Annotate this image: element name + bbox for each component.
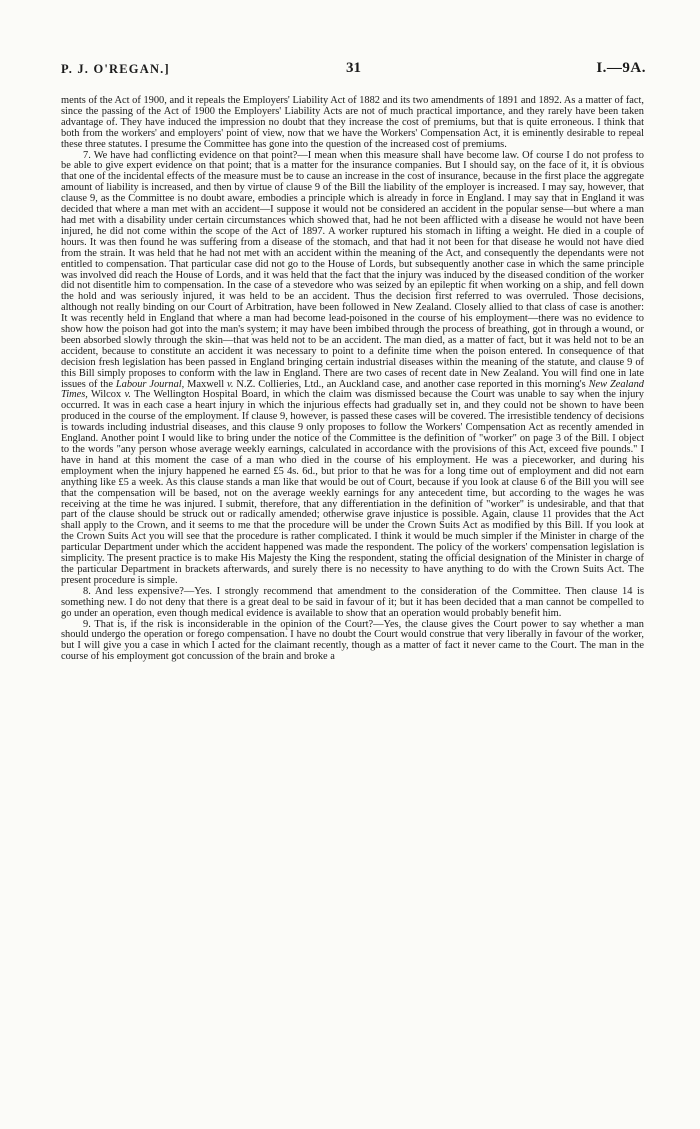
- page-header: [61, 60, 646, 84]
- publication-title: New Zealand Times,: [61, 378, 644, 401]
- text-run: ments of the Act of 1900, and it repeals the Employers' Liability Act of 1882 and its two amendments of 1891 and 1892. As a matter of fact, since the passing of the Act of 1900 the Employers' Liability Acts are not of much practical importance, and they rarely have been taken advantage of. They have induced the impression no doubt that they increase the cost of premiums, but that is quite erroneous. I think that both from the workers' and employers' point of view, now that we have the Workers' Compensation Act, it is eminently desirable to repeal these three statutes. I presume the Committee has gone into the question of the increased cost of premiums.: [61, 95, 644, 150]
- paragraph-continuation: [61, 96, 644, 151]
- text-run: 8. And less expensive?—Yes. I strongly recommend that amendment to the consideration of the Committee. Then clause 14 is something new. I do not deny that there is a great deal to be said in favour of it; but it has been decided that a man cannot be compelled to go under an operation, even though medical evidence is available to show that an operation would probably benefit him.: [61, 585, 644, 619]
- paragraph-question-9: [61, 620, 644, 664]
- text-run: 9. That is, if the risk is inconsiderable in the opinion of the Court?—Yes, the clause gives the Court power to say whether a man should undergo the operation or forego compensation. I have no doubt the Court would construe that very liberally in favour of the worker, but I will give you a case in which I acted for the claimant recently, though as a matter of fact it never came to the Court. The man in the course of his employment got concussion of the brain and broke a: [61, 618, 644, 663]
- text-run: N.Z. Collieries, Ltd., an Auckland case, and another case reported in this morning's: [233, 378, 589, 390]
- publication-title: Labour Journal,: [115, 378, 185, 390]
- document-reference: I.—9A.: [596, 60, 646, 76]
- text-run: The Wellington Hospital Board, in which the claim was dismissed because the Court was unable to say when the injury occurred. It was in each case a heart injury in which the injurious effects had gradually set in, and they could not be shown to have been produced in the course of the employment. If clause 9, however, is passed these cases will be covered. The irresistible tendency of decisions is towards including industrial diseases, and this clause 9 only proposes to follow the Workers' Compensation Act as recently amended in England. Another point I would like to bring under the notice of the Committee is the definition of "worker" on page 3 of the Bill. I object to the words "any person whose average weekly earnings, calculated in accordance with the provisions of this Act, exceed five pounds." I have in hand at this moment the case of a man who died in the course of his employment. He was a pieceworker, and during his employment when the injury happened he earned £5 4s. 6d., but prior to that he was for a long time out of employment and did not earn anything like £5 a week. As this clause stands a man like that would be out of Court, because if you look at clause 6 of the Bill you will see that the compensation will be based, not on the average weekly earnings for any antecedent time, but according to the wages he was receiving at the time he was injured. I submit, therefore, that any differentiation in the definition of "worker" is undesirable, and that that part of the clause should be struck out or radically amended; otherwise grave injustice is possible. Again, clause 11 provides that the Act shall apply to the Crown, and it seems to me that the procedure will be under the Crown Suits Act as modified by this Bill. If you look at the Crown Suits Act you will see that the procedure is rather complicated. I think it would be much simpler if the Minister in charge of the particular Department under which the accident happened was made the respondent. The policy of the workers' compensation legislation is simplicity. The present practice is to make His Majesty the King the respondent, stating the official designation of the Minister in charge of the particular Department in brackets afterwards, and surely there is no necessity to have anything to do with the Crown Suits Act. The present procedure is simple.: [61, 389, 644, 586]
- versus-abbreviation: v.: [124, 389, 131, 401]
- body-text: [61, 96, 644, 663]
- author-running-head: P. J. O'REGAN.]: [61, 62, 170, 76]
- paragraph-question-7: [61, 151, 644, 587]
- text-run: 7. We have had conflicting evidence on that point?—I mean when this measure shall have become law. Of course I do not profess to be able to give expert evidence on that point; that is a matter for the insurance companies. But I should say, on the face of it, it is obvious that one of the incidental effects of the measure must be to cause an increase in the cost of insurance, because in the first place the aggregate amount of liability is increased, and then by virtue of clause 9 of the Bill the liability of the employer is increased. I may say, however, that clause 9, as the Committee is no doubt aware, embodies a principle which is already in force in England. I may say that in England it was decided that where a man met with an accident—I suppose it would not be considered an accident in the popular sense—but where a man had met with a disability under certain circumstances which showed that, had he not been afflicted with a disease he would not have been injured, he did not come within the scope of the Act of 1897. A worker ruptured his stomach in lifting a weight. He died in a couple of hours. It was then found he was suffering from a disease of the stomach, and that had it not been for that disease he would not have died from the strain. It was held that he had not met with an accident within the meaning of the Act, and consequently the dependants were not entitled to compensation. That particular case did not go to the House of Lords, but subsequently another case in which the same principle was involved did reach the House of Lords, and it was held that the fact that the injury was induced by the diseased condition of the worker did not disentitle him to compensation. In the case of a stevedore who was seized by an epileptic fit when working on a ship, and fell down the hold and was seriously injured, it was held to be an accident. Thus the decision first referred to was overruled. Those decisions, although not really binding on our Court of Arbitration, have been followed in New Zealand. Closely allied to that class of case is another: It was recently held in England that where a man had become lead-poisoned in the course of his employment—there was no evidence to show how the poison had got into the man's system; it may have been imbibed through the process of breathing, got in through a wound, or been absorbed slowly through the skin—that was held not to be an accident. The man died, as a matter of fact, but it was held not to be an accident, because to constitute an accident it was necessary to point to a definite time when the poison entered. In consequence of that decision fresh legislation has been passed in England bringing certain industrial diseases within the meaning of the statute, and clause 9 of this Bill simply proposes to conform with the law in England. There are two cases of recent date in New Zealand. You will find one in late issues of the: [61, 149, 644, 390]
- text-run: Wilcox: [87, 389, 125, 401]
- page-number: 31: [346, 60, 361, 76]
- paragraph-question-8: [61, 587, 644, 620]
- versus-abbreviation: v.: [227, 378, 234, 390]
- text-run: Maxwell: [184, 378, 227, 390]
